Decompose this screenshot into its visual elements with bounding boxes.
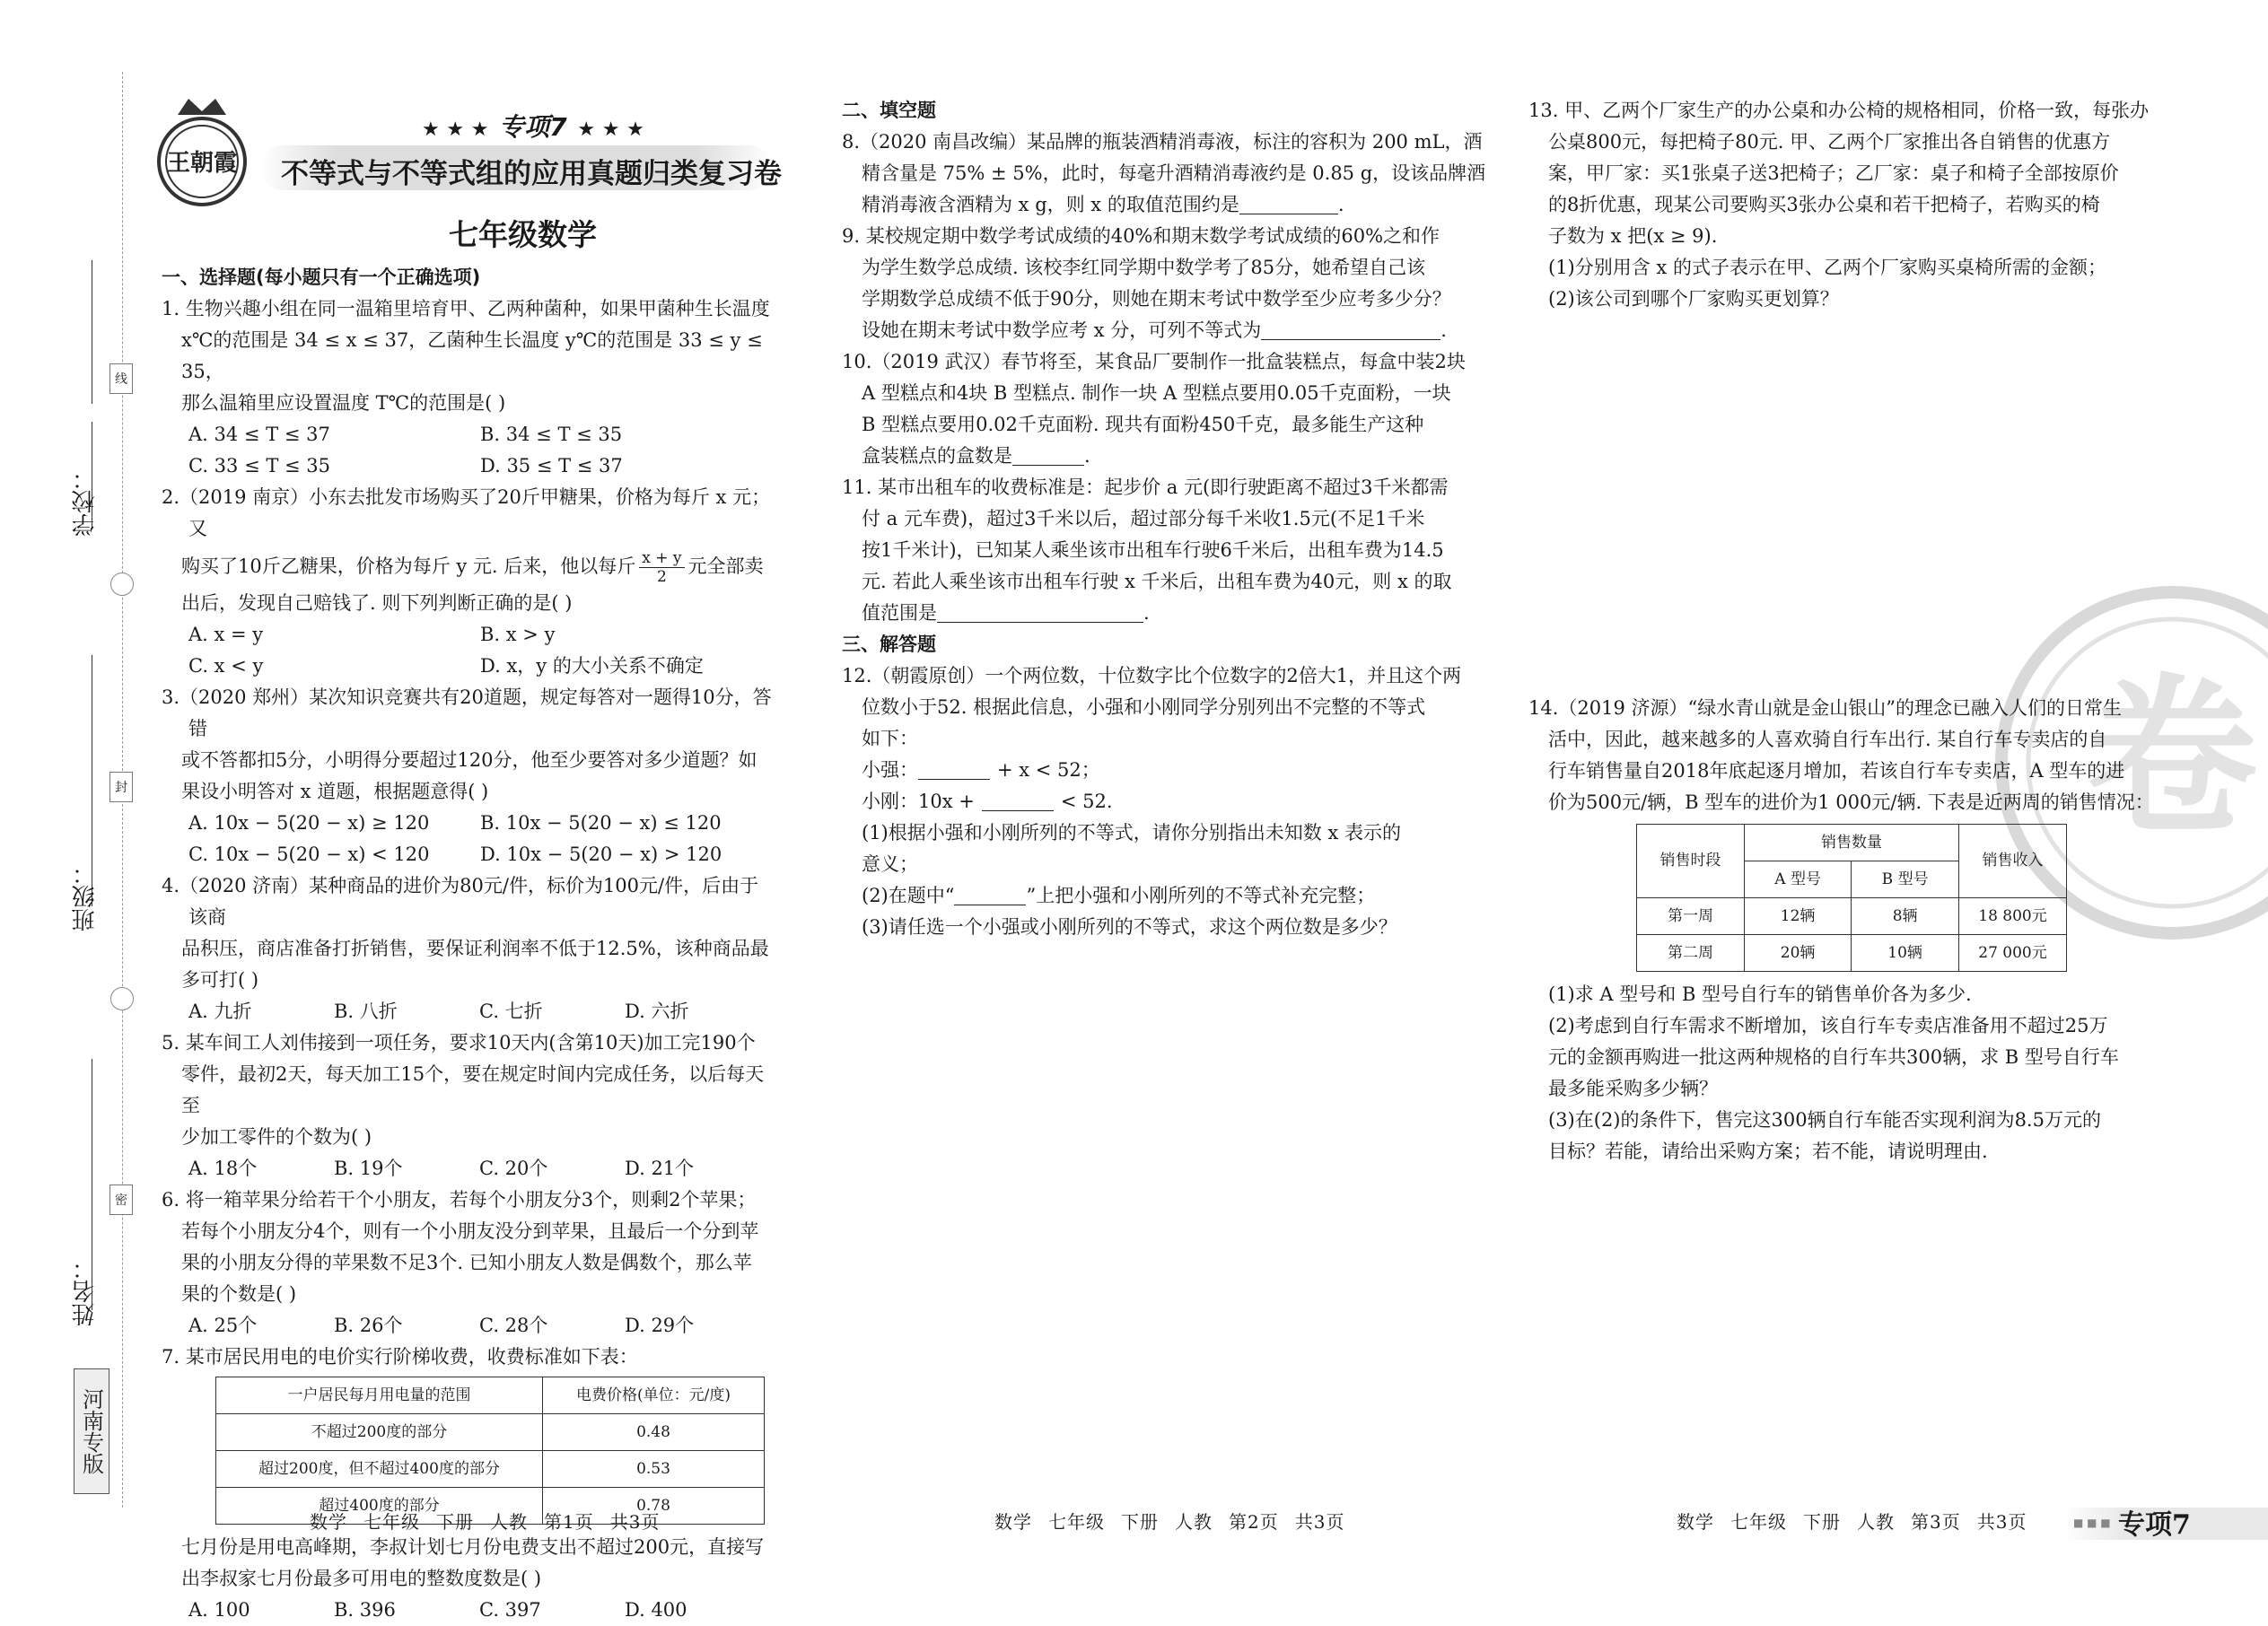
seal-feng: 封 bbox=[109, 772, 133, 802]
option[interactable]: D. 29个 bbox=[625, 1315, 695, 1336]
option[interactable]: C. 七折 bbox=[479, 1001, 543, 1022]
footer-tag: 专项7 bbox=[2118, 1509, 2191, 1541]
svg-text:卷: 卷 bbox=[2086, 659, 2258, 857]
option[interactable]: C. 10x − 5(20 − x) < 120 bbox=[188, 844, 430, 865]
question-1: 1. 生物兴趣小组在同一温箱里培育甲、乙两种菌种，如果甲菌种生长温度 x℃的范围是 34 ≤ x ≤ 37，乙菌种生长温度 y℃的范围是 33 ≤ y ≤ 35， 那么温箱里应设置温度 T℃的范围是( ) A. 34 ≤ T ≤ 37 B. 34 ≤ T ≤ 35 C. 33 ≤ T ≤ 35 D. 35 ≤ T ≤ 37 bbox=[162, 293, 772, 482]
option[interactable]: C. 20个 bbox=[479, 1158, 548, 1179]
section-heading: 三、解答题 bbox=[842, 634, 936, 655]
class-label: 班级： bbox=[72, 861, 99, 931]
option[interactable]: A. 100 bbox=[188, 1599, 250, 1621]
seal-mi: 密 bbox=[109, 1185, 133, 1215]
badge-text: 专项7 bbox=[499, 112, 567, 142]
question-5: 5. 某车间工人刘伟接到一项任务，要求10天内(含第10天)加工完190个 零件，最初2天，每天加工15个，要在规定时间内完成任务，以后每天至 少加工零件的个数为( ) A. 18个 B. 19个 C. 20个 D. 21个 bbox=[162, 1027, 772, 1185]
option[interactable]: A. 34 ≤ T ≤ 37 bbox=[188, 424, 330, 445]
question-8: 8.（2020 南昌改编）某品牌的瓶装酒精消毒液，标注的容积为 200 mL，酒 精含量是 75% ± 5%，此时，每毫升酒精消毒液约是 0.85 g，设该品牌酒 精消毒液含酒精为 x g，则 x 的取值范围约是 . bbox=[842, 131, 1486, 215]
option[interactable]: A. 10x − 5(20 − x) ≥ 120 bbox=[188, 812, 430, 834]
option[interactable]: D. 10x − 5(20 − x) > 120 bbox=[480, 844, 722, 865]
header bbox=[153, 90, 781, 251]
stars-left: ★ ★ ★ bbox=[422, 118, 489, 141]
question-4: 4.（2020 济南）某种商品的进价为80元/件，标价为100元/件，后由于该商 品积压，商店准备打折销售，要保证利润率不低于12.5%，该种商品最 多可打( ) A. 九折 B. 八折 C. 七折 D. 六折 bbox=[162, 870, 772, 1027]
answer-blank[interactable] bbox=[982, 791, 1054, 811]
question-11: 11. 某市出租车的收费标准是：起步价 a 元(即行驶距离不超过3千米都需 付 a 元车费)，超过3千米以后，超过部分每千米收1.5元(不足1千米 按1千米计)，已知某人乘坐该市出租车行驶6千米后，出租车费为14.5 元. 若此人乘坐该市出租车行驶 x 千米后，出租车费为40元，则 x 的取 值范围是 . bbox=[842, 476, 1452, 624]
header-badge-row bbox=[422, 108, 644, 144]
option[interactable]: B. x > y bbox=[480, 624, 556, 645]
option[interactable]: C. 33 ≤ T ≤ 35 bbox=[188, 455, 331, 476]
binding-margin bbox=[0, 0, 153, 1605]
option[interactable]: C. x < y bbox=[188, 655, 264, 677]
option[interactable]: D. 35 ≤ T ≤ 37 bbox=[480, 455, 623, 476]
svg-text:王朝霞: 王朝霞 bbox=[166, 150, 238, 177]
question-6: 6. 将一箱苹果分给若干个小朋友，若每个小朋友分3个，则剩2个苹果； 若每个小朋友分4个，则有一个小朋友没分到苹果，且最后一个分到苹 果的小朋友分得的苹果数不足3个. 已知小朋友人数是偶数个，那么苹 果的个数是( ) A. 25个 B. 26个 C. 28个 D. 29个 bbox=[162, 1185, 772, 1342]
option[interactable]: C. 28个 bbox=[479, 1315, 548, 1336]
stars-right: ★ ★ ★ bbox=[577, 118, 644, 141]
page-title: 不等式与不等式组的应用真题归类复习卷 bbox=[281, 158, 782, 190]
question-9: 9. 某校规定期中数学考试成绩的40%和期末数学考试成绩的60%之和作 为学生数学总成绩. 该校李红同学期中数学考了85分，她希望自己该 学期数学总成绩不低于90分，则她在期末考试中数学至少应考多少分？ 设她在期末考试中数学应考 x 分，可列不等式为 . bbox=[842, 225, 1451, 341]
footer-page-2: 数学 七年级 下册 人教 第2页 共3页 bbox=[994, 1511, 1345, 1533]
question-13: 13. 甲、乙两个厂家生产的办公桌和办公椅的规格相同，价格一致，每张办 公桌800元，每把椅子80元. 甲、乙两个厂家推出各自销售的优惠方 案，甲厂家：买1张桌子送3把椅子；乙厂家：桌子和椅子全部按原价 的8折优惠，现某公司要购买3张办公桌和若干把椅子，若购买的椅 子数为 x 把(x ≥ 9). (1)分别用含 x 的式子表示在甲、乙两个厂家购买桌椅所需的金额； (2)该公司到哪个厂家购买更划算？ bbox=[1528, 100, 2150, 310]
option[interactable]: D. 21个 bbox=[625, 1158, 695, 1179]
answer-blank bbox=[954, 886, 1026, 905]
option[interactable]: C. 397 bbox=[479, 1599, 541, 1621]
column-1 bbox=[162, 262, 772, 1626]
option[interactable]: B. 10x − 5(20 − x) ≤ 120 bbox=[480, 812, 722, 834]
punch-hole-icon bbox=[110, 573, 134, 596]
question-3: 3.（2020 郑州）某次知识竞赛共有20道题，规定每答对一题得10分，答错 或不答都扣5分，小明得分要超过120分，他至少要答对多少道题？如 果设小明答对 x 道题，根据题意得( ) A. 10x − 5(20 − x) ≥ 120 B. 10x − 5(20 − x) ≤ 120 C. 10x − 5(20 − x) < 120 D. 10x − 5(20 − x) > 120 bbox=[162, 682, 772, 870]
brand-logo-icon bbox=[153, 90, 251, 224]
column-3 bbox=[1528, 95, 2175, 315]
question-7: 7. 某市居民用电的电价实行阶梯收费，收费标准如下表： 一户居民每月用电量的范围 电费价格(单位：元/度) 不超过200度的部分 0.48 超过200度，但不超过400度的部分 0.53 超过400度的部分 0.78 七月份是用电高峰期，李叔计划七月份电费支出不超过200元，直接写 出李叔家七月份最多可用电的整数度数是( ) A. 100 B. 396 C. 397 D. 400 bbox=[162, 1342, 772, 1626]
answer-blank[interactable] bbox=[1261, 320, 1440, 340]
answer-blank[interactable] bbox=[918, 760, 990, 780]
section-heading: 二、填空题 bbox=[842, 100, 936, 121]
option[interactable]: D. 六折 bbox=[625, 1001, 689, 1022]
school-label: 学校： bbox=[72, 467, 99, 537]
name-label: 姓名： bbox=[72, 1256, 99, 1326]
option[interactable]: B. 19个 bbox=[334, 1158, 403, 1179]
footer-page-1: 数学 七年级 下册 人教 第1页 共3页 bbox=[310, 1511, 661, 1533]
seal-xian: 线 bbox=[109, 363, 133, 394]
option[interactable]: B. 八折 bbox=[334, 1001, 398, 1022]
option[interactable]: B. 26个 bbox=[334, 1315, 403, 1336]
footer-page-3: 数学 七年级 下册 人教 第3页 共3页 bbox=[1677, 1511, 2027, 1533]
option[interactable]: B. 396 bbox=[334, 1599, 396, 1621]
option[interactable]: A. 18个 bbox=[188, 1158, 258, 1179]
question-12: 12.（朝霞原创）一个两位数，十位数字比个位数字的2倍大1，并且这个两 位数小于52. 根据此信息，小强和小刚同学分别列出不完整的不等式 如下： 小强： + x < 52； 小刚：10x + < 52. (1)根据小强和小刚所列的不等式，请你分别指出未知数 x 表示的 意义； (2)在题中“ ”上把小强和小刚所列的不等式补充完整； (3)请任选一个小强或小刚所列的不等式，求这个两位数是多少？ bbox=[842, 665, 1462, 938]
option[interactable]: D. x，y 的大小关系不确定 bbox=[480, 655, 704, 677]
tag-dots-icon: ■ ■ ■ bbox=[2073, 1517, 2111, 1529]
question-14: 14.（2019 济源）“绿水青山就是金山银山”的理念已融入人们的日常生 活中，因此，越来越多的人喜欢骑自行车出行. 某自行车专卖店的自 行车销售量自2018年底起逐月增加，若该自行车专卖店，A 型车的进 价为500元/辆，B 型车的进价为1 000元/辆. 下表是近两周的销售情况： 销售时段 销售数量 销售收入 A 型号 B 型号 第一周 12辆 8辆 18 800元 第二周 20辆 10辆 27 000元 (1)求 A 型号和 B 型号自行车的销售单价各为多少. (2)考虑到自行车需求不断增加，该自行车专卖店准备用不超过25万 元的金额再购进一批这两种规格的自行车共300辆，求 B 型号自行车 最多能采购多少辆？ (3)在(2)的条件下，售完这300辆自行车能否实现利润为8.5万元的 目标？若能，请给出采购方案；若不能，请说明理由. bbox=[1528, 697, 2154, 1162]
option[interactable]: A. 25个 bbox=[188, 1315, 258, 1336]
answer-blank[interactable] bbox=[1239, 195, 1338, 214]
option[interactable]: A. x = y bbox=[188, 624, 264, 645]
option[interactable]: A. 九折 bbox=[188, 1001, 252, 1022]
punch-hole-icon bbox=[110, 987, 134, 1010]
question-2: 2.（2019 南京）小东去批发市场购买了20斤甲糖果，价格为每斤 x 元；又 购买了10斤乙糖果，价格为每斤 y 元. 后来，他以每斤 $\frac{x + y}{2}$ 元全部卖 出后，发现自己赔钱了. 则下列判断正确的是( ) A. x = y B. x > y C. x < y D. x，y 的大小关系不确定 bbox=[162, 482, 772, 682]
column-2 bbox=[842, 95, 1488, 943]
section-heading: 一、选择题(每小题只有一个正确选项) bbox=[162, 267, 481, 288]
page-subtitle: 七年级数学 bbox=[449, 217, 597, 252]
answer-blank[interactable] bbox=[1012, 446, 1084, 466]
edition-tag: 河南专版 bbox=[74, 1368, 109, 1494]
sales-table: 销售时段 销售数量 销售收入 A 型号 B 型号 第一周 12辆 8辆 18 800元 第二周 20辆 10辆 27 000元 bbox=[1636, 824, 2067, 972]
option[interactable]: B. 34 ≤ T ≤ 35 bbox=[480, 424, 623, 445]
fraction: $\frac{x + y}{2}$ bbox=[639, 549, 684, 586]
option[interactable]: D. 400 bbox=[625, 1599, 687, 1621]
answer-blank[interactable] bbox=[937, 603, 1143, 623]
price-table: 一户居民每月用电量的范围 电费价格(单位：元/度) 不超过200度的部分 0.48 超过200度，但不超过400度的部分 0.53 超过400度的部分 0.78 bbox=[215, 1377, 765, 1525]
question-10: 10.（2019 武汉）春节将至，某食品厂要制作一批盒装糕点，每盒中装2块 A 型糕点和4块 B 型糕点. 制作一块 A 型糕点要用0.05千克面粉，一块 B 型糕点要用0.02千克面粉. 现共有面粉450千克，最多能生产这种 盒装糕点的盒数是 . bbox=[842, 351, 1466, 467]
